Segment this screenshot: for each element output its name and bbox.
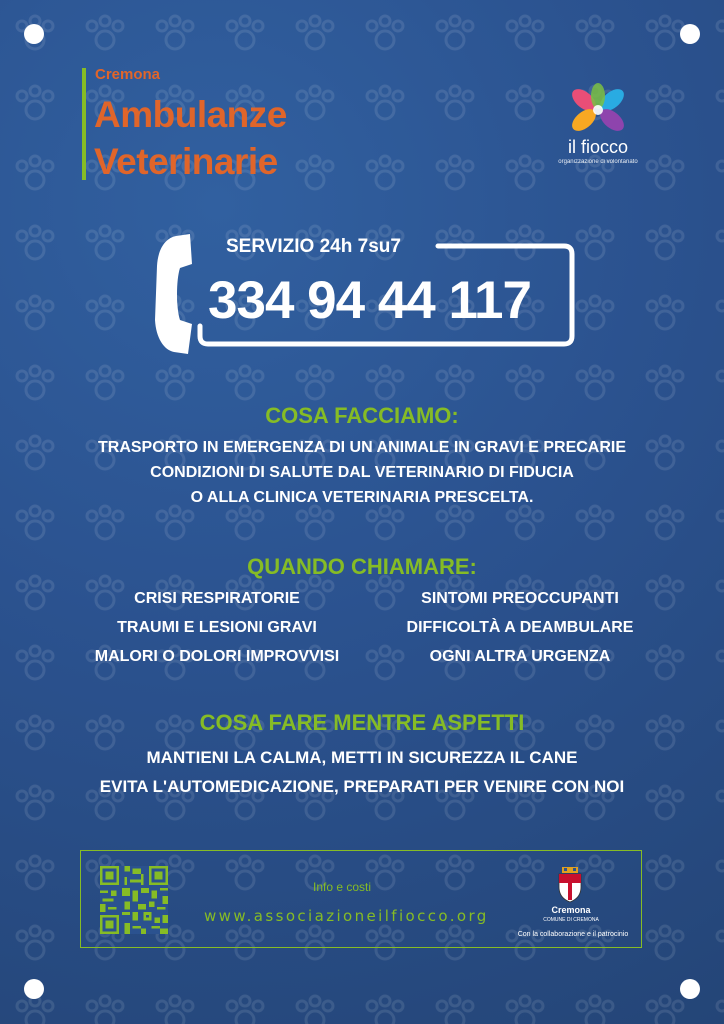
service-hours: SERVIZIO 24h 7su7 <box>226 236 401 257</box>
section-title-what-we-do: COSA FACCIAMO: <box>265 403 459 428</box>
brand-accent-bar <box>82 68 86 180</box>
city-subtitle: COMUNE DI CREMONA <box>543 917 599 923</box>
while-waiting-line-2: EVITA L'AUTOMEDICAZIONE, PREPARATI PER VENIRE CON NOI <box>99 777 625 796</box>
what-we-do-line-2: CONDIZIONI DI SALUTE DAL VETERINARIO DI FIDUCIA <box>150 464 574 481</box>
phone-handset-icon <box>155 234 192 354</box>
info-label: Info e costi <box>313 880 372 894</box>
section-title-while-waiting: COSA FARE MENTRE ASPETTI <box>199 710 525 735</box>
section-title-when-to-call: QUANDO CHIAMARE: <box>247 554 477 579</box>
qr-code-icon[interactable] <box>100 866 168 934</box>
city-name: Cremona <box>551 905 591 915</box>
when-to-call-left-1: CRISI RESPIRATORIE <box>134 590 300 607</box>
while-waiting-line-1: MANTIENI LA CALMA, METTI IN SICUREZZA IL CANE <box>146 748 578 767</box>
when-to-call-left-2: TRAUMI E LESIONI GRAVI <box>117 619 317 636</box>
when-to-call-left-3: MALORI O DOLORI IMPROVVISI <box>94 648 340 665</box>
when-to-call-right-3: OGNI ALTRA URGENZA <box>429 648 611 665</box>
mounting-hole-top-right <box>680 24 700 44</box>
mounting-hole-top-left <box>24 24 44 44</box>
when-to-call-right-2: DIFFICOLTÀ A DEAMBULARE <box>406 619 634 636</box>
when-to-call-right-1: SINTOMI PREOCCUPANTI <box>421 590 619 607</box>
mounting-hole-bottom-left <box>24 979 44 999</box>
patronage-text: Con la collaborazione e il patrocinio <box>517 931 629 938</box>
brand-city: Cremona <box>95 66 161 83</box>
logo-subtitle: organizzazione di volontariato <box>558 159 638 165</box>
mounting-hole-bottom-right <box>680 979 700 999</box>
what-we-do-line-3: O ALLA CLINICA VETERINARIA PRESCELTA. <box>190 489 534 506</box>
brand-title-line1: Ambulanze <box>94 94 287 135</box>
what-we-do-line-1: TRASPORTO IN EMERGENZA DI UN ANIMALE IN GRAVI E PRECARIE <box>97 439 627 456</box>
brand-title-line2: Veterinarie <box>94 141 278 182</box>
phone-number[interactable]: 334 94 44 117 <box>208 271 532 330</box>
logo-name: il fiocco <box>567 137 629 157</box>
website-link[interactable]: www.associazioneilfiocco.org <box>204 907 489 925</box>
crest-icon <box>556 867 584 903</box>
